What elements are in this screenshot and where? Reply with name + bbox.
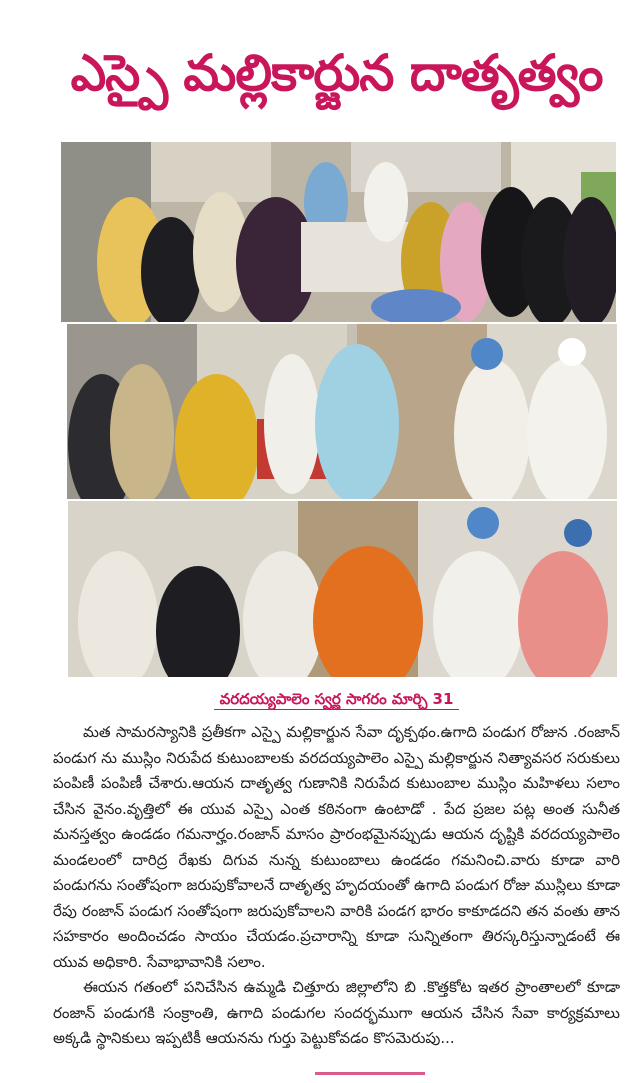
paragraph: ఈయన గతంలో పనిచేసిన ఉమ్మడి చిత్తూరు జిల్లాలోని బి .కొత్తకోట ఇతర ప్రాంతాలలో కూడా రంజాన్ పండుగకి సంక్రాంతి, ఉగాది పండుగల సందర్భముగా ఆయన చేసిన సేవా కార్యక్రమాలు అక్కడి స్థానికులు ఇప్పటికీ ఆయనను గుర్తు పెట్టుకోవడం కొసమెరుపు... <box>53 978 620 1047</box>
article-body <box>53 720 620 1052</box>
photo-handing-over-groceries <box>67 324 617 499</box>
newspaper-clipping <box>53 6 620 1078</box>
headline: ఎస్పై మల్లికార్జున దాతృత్వం <box>70 44 603 102</box>
paragraph: మత సామరస్యానికి ప్రతీకగా ఎస్పై మల్లికార్జున సేవా దృక్పథం.ఉగాది పండుగ రోజున .రంజాన్ పండుగ ను ముస్లిం నిరుపేద కుటుంబాలకు వరదయ్యపాలెం ఎస్పై మల్లికార్జున నిత్యావసర సరుకులు పంపిణీ పంపిణీ చేశారు.ఆయన దాతృత్వ గుణానికి నిరుపేద కుటుంబాల ముస్లిం మహిళలు సలాం చేసిన వైనం.వృత్తిలో ఈ యువ ఎస్పై ఎంత కఠినంగా ఉంటాడో . పేద ప్రజల పట్ల అంత సునీత మనస్తత్వం ఉండడం గమనార్హం.రంజాన్ మాసం ప్రారంభమైనప్పుడు ఆయన దృష్టికి వరదయ్యపాలెం మండలంలో దారిద్ర రేఖకు దిగువ నున్న కుటుంబాలు ఉండడం గమనించి.వారు కూడా వారి పండుగను సంతోషంగా జరుపుకోవాలనే దాతృత్వ హృదయంతో ఉగాది పండుగ రోజు ముస్లిలు కూడా రేపు రంజాన్ పండుగ సంతోషంగా జరుపుకోవాలని వారికి పండగ భారం కాకూడదని తన వంతు తాన సహకారం అందించడం సాయం చేయడం.ప్రచారాన్ని కూడా సున్నితంగా తిరస్కరిస్తున్నాడంటే ఈ యువ అధికారి. సేవాభావానికి సలాం. <box>53 723 620 971</box>
photo-distribution-women <box>61 142 616 322</box>
photo-felicitation-shawl <box>68 501 617 677</box>
dateline <box>53 690 620 712</box>
dateline-text: వరదయ్యపాలెం స్వర్ణ సాగరం మార్చి 31 <box>214 690 460 710</box>
